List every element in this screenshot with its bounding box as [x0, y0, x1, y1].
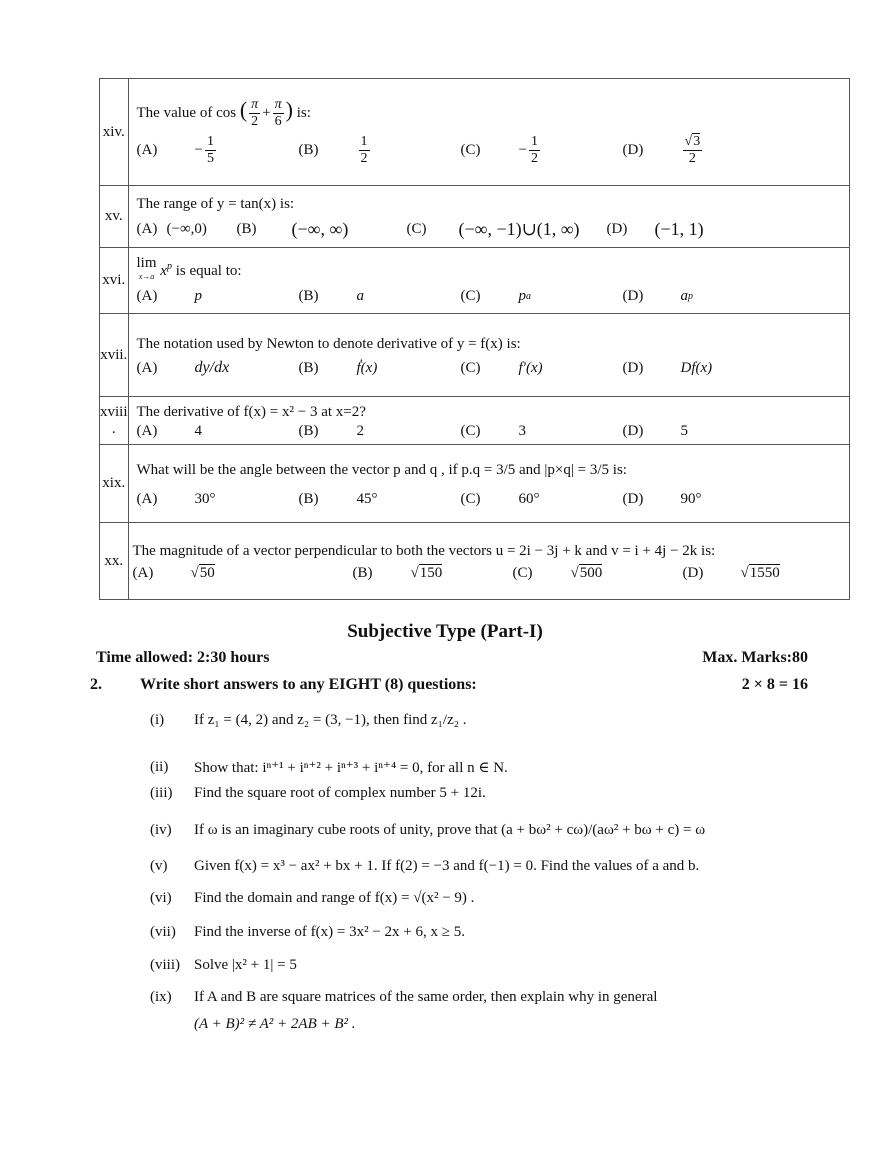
- option-label: (B): [298, 142, 319, 158]
- short-question-number: (ii): [150, 759, 169, 775]
- option-value: 4: [194, 423, 203, 439]
- short-question-text: If z₁ = (4, 2) and z₂ = (3, −1), then find z₁/z₂ .: [194, 712, 467, 728]
- short-question: [150, 858, 820, 875]
- question-suffix: is:: [296, 104, 311, 121]
- option-value: dy/dx: [194, 359, 230, 376]
- question-suffix: is equal to:: [175, 263, 242, 279]
- short-question-continuation: [194, 1016, 864, 1033]
- sqrt-icon: √: [410, 564, 419, 581]
- option-label: (B): [298, 359, 319, 376]
- short-question-text: (A + B)² ≠ A² + 2AB + B² .: [194, 1016, 356, 1032]
- option-label: (D): [682, 564, 704, 581]
- instruction-text: Write short answers to any EIGHT (8) questions:: [140, 676, 477, 693]
- option-value: p: [518, 288, 527, 304]
- options: [137, 219, 841, 240]
- mcq-row: [100, 314, 850, 397]
- option-value: 150: [419, 565, 443, 581]
- option-label: (D): [622, 359, 644, 376]
- question-number: [100, 397, 129, 445]
- mcq-row: [100, 445, 850, 523]
- short-question-number: (iv): [150, 822, 172, 838]
- option-b[interactable]: (B) $\frac{1}{2}$: [298, 134, 368, 166]
- question-number: xv.: [100, 186, 129, 248]
- question-number: xvii.: [100, 314, 129, 397]
- option-label: (D): [606, 221, 628, 237]
- max-marks: Max. Marks:80: [702, 649, 808, 666]
- short-question: [150, 957, 820, 974]
- option-value: 45°: [356, 491, 378, 507]
- option-c[interactable]: (C) − $\frac{1}{2}$: [460, 134, 538, 166]
- options: [133, 564, 845, 582]
- option-value: p: [194, 288, 203, 304]
- option-c[interactable]: [461, 423, 623, 440]
- option-c[interactable]: [461, 288, 623, 305]
- option-label: (A): [132, 564, 154, 581]
- options: [137, 134, 841, 167]
- question-number: xix.: [100, 445, 129, 523]
- option-a[interactable]: [137, 491, 299, 508]
- option-label: (D): [622, 423, 644, 439]
- mcq-row: [100, 186, 850, 248]
- option-d[interactable]: [623, 288, 785, 305]
- mcq-row: [100, 523, 850, 600]
- short-question-text: Show that: iⁿ⁺¹ + iⁿ⁺² + iⁿ⁺³ + iⁿ⁺⁴ = 0, for all n ∈ N.: [194, 760, 508, 776]
- mcq-row: [100, 79, 850, 186]
- short-question-text: Solve |x² + 1| = 5: [194, 957, 297, 973]
- option-value: 500: [579, 565, 603, 581]
- option-label: (A): [136, 423, 158, 439]
- short-question-number: (iii): [150, 785, 173, 801]
- option-label: (A): [136, 359, 158, 376]
- option-c[interactable]: [407, 219, 607, 240]
- short-question-number: (vi): [150, 890, 172, 906]
- option-b[interactable]: [237, 219, 407, 240]
- short-question: [150, 785, 820, 802]
- question-prefix: The value of cos: [136, 104, 237, 121]
- lim-expr: x: [160, 263, 167, 279]
- sqrt-icon: √: [740, 564, 749, 581]
- option-b[interactable]: [299, 288, 461, 305]
- option-sup: a: [526, 291, 532, 302]
- option-d[interactable]: [623, 491, 785, 508]
- option-c[interactable]: [461, 360, 623, 377]
- option-value: ḟ(x): [356, 359, 378, 376]
- sqrt-icon: √: [570, 564, 579, 581]
- sqrt-icon: √: [190, 564, 199, 581]
- short-question-number: (i): [150, 712, 165, 728]
- short-question-text: Given f(x) = x³ − ax² + bx + 1. If f(2) = −3 and f(−1) = 0. Find the values of a and b.: [194, 858, 700, 874]
- option-label: (B): [352, 564, 373, 581]
- option-label: (C): [460, 142, 481, 158]
- option-d[interactable]: [623, 360, 785, 377]
- option-label: (C): [512, 564, 533, 581]
- question-text: The value of cos ( $\frac{\pi}{2}$ + $\frac{\pi}{6}$ ) is:: [136, 96, 311, 129]
- option-label: (D): [622, 142, 644, 158]
- option-a[interactable]: [137, 423, 299, 440]
- short-question: [150, 989, 820, 1006]
- mcq-row: [100, 397, 850, 445]
- short-question-number: (v): [150, 858, 168, 874]
- question-number: xiv.: [100, 79, 129, 186]
- option-value: 90°: [680, 491, 702, 507]
- option-a[interactable]: [133, 564, 353, 582]
- marks: 2 × 8 = 16: [741, 676, 808, 693]
- question-number: xvi.: [100, 248, 129, 314]
- option-label: (D): [622, 491, 644, 507]
- mcq-row: [100, 248, 850, 314]
- option-value: 5: [680, 423, 689, 439]
- option-b[interactable]: [299, 423, 461, 440]
- question-text: The range of y = tan(x) is:: [136, 196, 295, 212]
- option-value: (−1, 1): [654, 219, 704, 239]
- lim-sup: p: [166, 261, 172, 272]
- option-label: (B): [298, 288, 319, 304]
- question-number: 2.: [90, 676, 102, 693]
- option-d[interactable]: [683, 564, 845, 582]
- lim-subscript: x→a: [138, 272, 155, 281]
- option-value: 2: [356, 423, 365, 439]
- short-question-number: (vii): [150, 924, 176, 940]
- lim-text: lim: [136, 255, 157, 271]
- option-label: (A): [136, 491, 158, 507]
- time-allowed: Time allowed: 2:30 hours: [96, 649, 270, 666]
- short-question: [150, 822, 820, 839]
- short-question-text: If ω is an imaginary cube roots of unity, prove that (a + bω² + cω)/(aω² + bω + c) = ω: [194, 822, 706, 838]
- options: [137, 359, 841, 377]
- option-b[interactable]: [353, 564, 513, 582]
- option-b[interactable]: [299, 491, 461, 508]
- option-a[interactable]: [137, 221, 237, 238]
- option-label: (C): [460, 423, 481, 439]
- short-question: [150, 712, 820, 729]
- instruction-row: [90, 676, 808, 694]
- short-question-text: Find the domain and range of f(x) = √(x² − 9) .: [194, 890, 475, 906]
- option-value: 3: [518, 423, 527, 439]
- option-value: (−∞,0): [166, 221, 207, 237]
- question-text: [137, 256, 841, 284]
- option-value: (−∞, ∞): [291, 219, 349, 239]
- option-d[interactable]: [607, 219, 769, 240]
- exam-meta: [96, 649, 808, 667]
- option-b[interactable]: [299, 360, 461, 377]
- short-question: [150, 924, 820, 941]
- option-value: 60°: [518, 491, 540, 507]
- option-label: (A): [136, 288, 158, 304]
- short-question-number: (viii): [150, 957, 180, 973]
- option-a[interactable]: [137, 359, 299, 377]
- option-label: (A): [136, 142, 158, 158]
- option-value: a: [680, 288, 689, 304]
- option-d[interactable]: (D) $\frac{√3}{2}$: [622, 134, 701, 166]
- option-value: (−∞, −1)∪(1, ∞): [458, 219, 580, 239]
- option-d[interactable]: [623, 423, 785, 440]
- short-question-text: Find the inverse of f(x) = 3x² − 2x + 6, x ≥ 5.: [194, 924, 465, 940]
- question-text: What will be the angle between the vector p and q , if p.q = 3/5 and |p×q| = 3/5 is:: [136, 462, 627, 478]
- short-question-text: Find the square root of complex number 5 + 12i.: [194, 785, 486, 801]
- short-question: [150, 890, 820, 907]
- question-text: The magnitude of a vector perpendicular to both the vectors u = 2i − 3j + k and v = i + 4j − 2k is:: [132, 543, 716, 559]
- option-sup: p: [688, 291, 694, 302]
- option-label: (B): [298, 423, 319, 439]
- short-question-number: (ix): [150, 989, 172, 1005]
- option-label: (C): [406, 221, 427, 237]
- option-value: Df(x): [680, 359, 713, 376]
- options: [137, 288, 841, 305]
- option-c[interactable]: [461, 491, 623, 508]
- option-value: 50: [199, 565, 215, 581]
- option-label: (A): [136, 221, 158, 237]
- options: [137, 491, 841, 508]
- option-label: (C): [460, 359, 481, 376]
- question-number-text: xviii: [100, 403, 128, 420]
- option-value: f′(x): [518, 359, 543, 376]
- option-label: (C): [460, 288, 481, 304]
- question-text: The notation used by Newton to denote derivative of y = f(x) is:: [136, 336, 521, 352]
- section-title: Subjective Type (Part-I): [347, 621, 543, 642]
- option-label: (B): [236, 221, 257, 237]
- option-label: (B): [298, 491, 319, 507]
- option-value: 1550: [749, 565, 780, 581]
- question-number: xx.: [100, 523, 129, 600]
- option-label: (C): [460, 491, 481, 507]
- short-question: [150, 758, 820, 777]
- option-c[interactable]: [513, 564, 683, 582]
- question-text: The derivative of f(x) = x² − 3 at x=2?: [136, 404, 366, 420]
- short-question-text: If A and B are square matrices of the same order, then explain why in general: [194, 989, 658, 1005]
- option-value: 30°: [194, 491, 216, 507]
- option-value: a: [356, 288, 365, 304]
- mcq-table: [99, 78, 850, 600]
- option-a[interactable]: (A) − $\frac{1}{5}$: [136, 134, 214, 166]
- question-number-dot: .: [111, 420, 116, 437]
- option-a[interactable]: [137, 288, 299, 305]
- options: [137, 423, 841, 440]
- option-label: (D): [622, 288, 644, 304]
